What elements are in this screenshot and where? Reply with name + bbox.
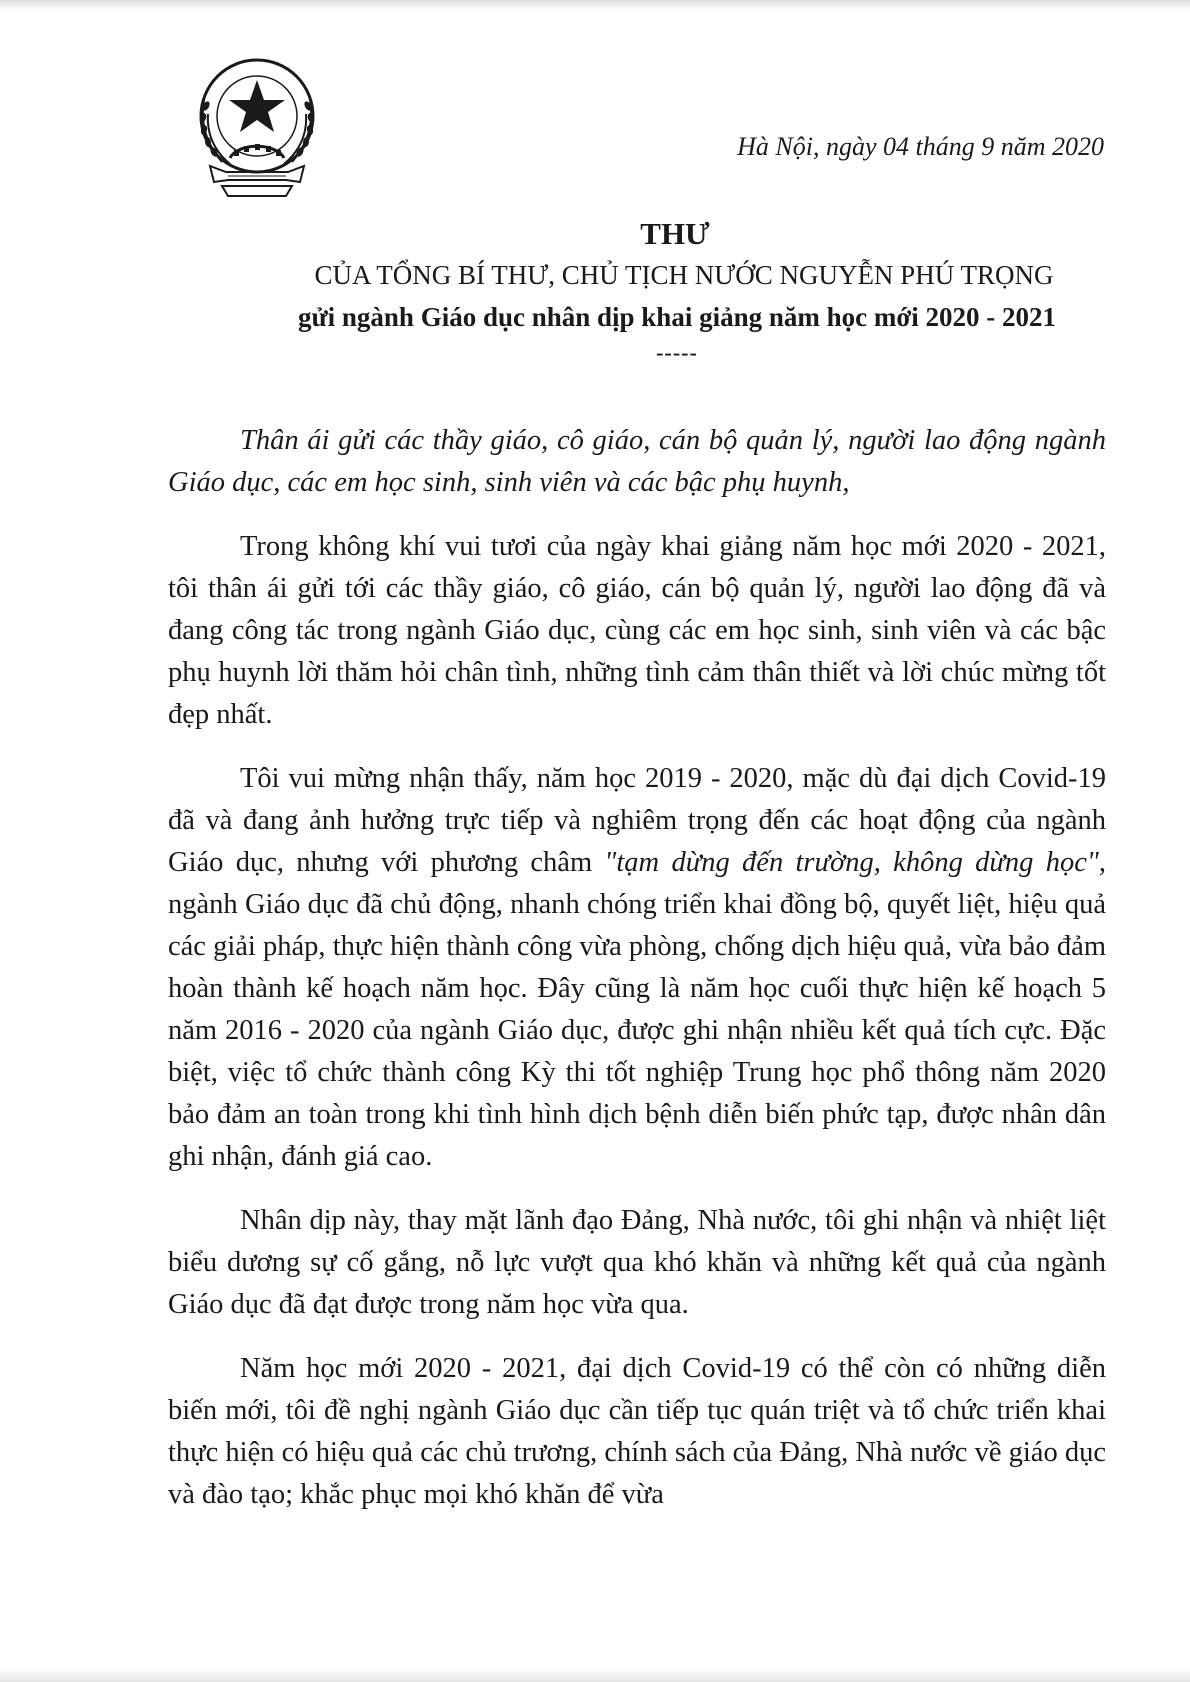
date-line: Hà Nội, ngày 04 tháng 9 năm 2020: [737, 132, 1104, 161]
document-author-line: CỦA TỔNG BÍ THƯ, CHỦ TỊCH NƯỚC NGUYỄN PHÚ TRỌNG: [314, 260, 1054, 290]
scan-bottom-edge: [0, 1668, 1190, 1682]
title-block: [0, 214, 1190, 368]
title-separator: -----: [656, 340, 698, 365]
body-paragraph-1: Trong không khí vui tươi của ngày khai giảng năm học mới 2020 - 2021, tôi thân ái gửi tới các thầy giáo, cô giáo, cán bộ quản lý, người lao động đã và đang công tác trong ngành Giáo dục, cùng các em học sinh, sinh viên và các bậc phụ huynh lời thăm hỏi chân tình, những tình cảm thân thiết và lời chúc mừng tốt đẹp nhất.: [168, 531, 1106, 730]
body-paragraph-3: Nhân dịp này, thay mặt lãnh đạo Đảng, Nhà nước, tôi ghi nhận và nhiệt liệt biểu dương sự cố gắng, nỗ lực vượt qua khó khăn và những kết quả của ngành Giáo dục đã đạt được trong năm học vừa qua.: [168, 1205, 1106, 1320]
national-emblem-icon: [186, 54, 328, 200]
document-subject-line: gửi ngành Giáo dục nhân dịp khai giảng năm học mới 2020 - 2021: [297, 302, 1057, 332]
document-title: THƯ: [640, 216, 710, 251]
body-paragraph-2: [168, 758, 1106, 1178]
greeting-paragraph: Thân ái gửi các thầy giáo, cô giáo, cán bộ quản lý, người lao động ngành Giáo dục, các em học sinh, sinh viên và các bậc phụ huynh,: [168, 425, 1106, 498]
letter-body: [168, 420, 1106, 1538]
scan-top-edge: [0, 0, 1190, 10]
paragraph-2-text-before: Tôi vui mừng nhận thấy, năm học 2019 - 2020, mặc dù đại dịch Covid-19 đã và đang ảnh hưởng trực tiếp và nghiêm trọng đến các hoạt động của ngành Giáo dục, nhưng với phương châm: [168, 763, 1106, 878]
motto-quote: "tạm dừng đến trường, không dừng học": [604, 847, 1099, 878]
paragraph-2-text-after: , ngành Giáo dục đã chủ động, nhanh chóng triển khai đồng bộ, quyết liệt, hiệu quả các giải pháp, thực hiện thành công vừa phòng, chống dịch hiệu quả, vừa bảo đảm hoàn thành kế hoạch năm học. Đây cũng là năm học cuối thực hiện kế hoạch 5 năm 2016 - 2020 của ngành Giáo dục, được ghi nhận nhiều kết quả tích cực. Đặc biệt, việc tổ chức thành công Kỳ thi tốt nghiệp Trung học phổ thông năm 2020 bảo đảm an toàn trong khi tình hình dịch bệnh diễn biến phức tạp, được nhân dân ghi nhận, đánh giá cao.: [168, 847, 1106, 1172]
body-paragraph-4: Năm học mới 2020 - 2021, đại dịch Covid-19 có thể còn có những diễn biến mới, tôi đề nghị ngành Giáo dục cần tiếp tục quán triệt và tổ chức triển khai thực hiện có hiệu quả các chủ trương, chính sách của Đảng, Nhà nước về giáo dục và đào tạo; khắc phục mọi khó khăn để vừa: [168, 1353, 1106, 1510]
